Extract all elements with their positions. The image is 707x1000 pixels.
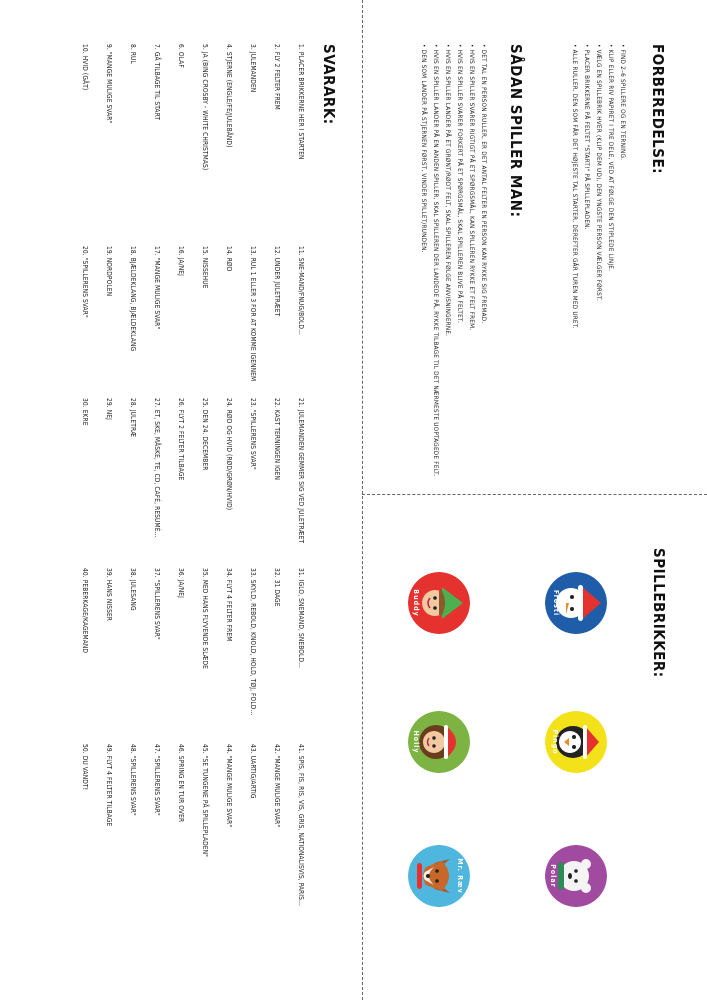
- answer-item: 47. "SPILLERENS SVAR": [153, 744, 161, 816]
- answer-item: 3. JULEMANDEN: [249, 44, 257, 93]
- howto-title: SÅDAN SPILLER MAN:: [507, 44, 525, 218]
- piece-holly[interactable]: [408, 711, 470, 773]
- answer-item: 46. SPRING EN TUR OVER: [177, 744, 185, 823]
- answer-item: 48. "SPILLERENS SVAR": [129, 744, 137, 816]
- list-item: • HVIS EN SPILLER SVARER RIGTIGT PÅ ET SPØRGSMÅL, KAN SPILLEREN RYKKE ET FELT FREM.: [466, 44, 478, 476]
- answer-item: 18. BJÆLDEKLANG, BJÆLDEKLANG: [129, 246, 137, 352]
- piece-name-fox: Mr. Ræv: [456, 858, 464, 894]
- piece-name-frosti: Frosti: [552, 589, 560, 617]
- howto-list-wrap: [418, 44, 490, 476]
- answer-item: 19. NORDPOLEN: [105, 246, 113, 297]
- answer-item: 1. PLACER BRIKKERNE HER I STARTEN: [297, 44, 305, 160]
- answer-item: 24. RØD OG HVID (RØD/GRØN/HVID): [225, 398, 233, 511]
- answer-item: 43. UARTIG/ARTIG: [249, 744, 257, 799]
- answer-item: 9. "MANGE MULIGE SVAR": [105, 44, 113, 124]
- answer-item: 20. "SPILLERENS SVAR": [81, 246, 89, 318]
- girl-icon: [408, 711, 470, 773]
- answer-item: 42. "MANGE MULIGE SVAR": [273, 744, 281, 828]
- answer-item: 7. GÅ TILBAGE TIL START: [153, 44, 161, 121]
- cut-line-vertical: [362, 0, 363, 1000]
- list-item: • HVIS EN SPILLER LANDER PÅ ET GRØNT/RØDT FELT, SKAL SPILLEREN FØLGE ANVISNINGERNE.: [442, 44, 454, 476]
- howto-section: [507, 44, 525, 218]
- snowman-icon: [545, 572, 607, 634]
- list-item: • ALLE RULLER. DEN SOM FÅR DET HØJESTE TAL STARTER, DEREFTER GÅR TUREN MED URET.: [569, 44, 581, 329]
- list-item: • DEN SOM LANDER PÅ STJERNEN FØRST, VINDER SPILLET/RUNDEN.: [418, 44, 430, 476]
- piece-name-polar: Polar: [549, 864, 557, 888]
- howto-list: [418, 44, 490, 476]
- answer-item: 40. PEBERKAGE/KAGEMAND: [81, 568, 89, 654]
- answer-item: 28. JULETRÆ: [129, 398, 137, 438]
- prep-list-wrap: [569, 44, 629, 329]
- piece-pingo[interactable]: [545, 711, 607, 773]
- answer-item: 2. FLY 2 FELTER FREM: [273, 44, 281, 110]
- answer-item: 22. KAST TERNINGEN IGEN: [273, 398, 281, 481]
- answer-item: 29. NEJ: [105, 398, 113, 420]
- answer-item: 37. "SPILLERENS SVAR": [153, 568, 161, 640]
- answer-item: 38. JULESANG: [129, 568, 137, 611]
- answer-item: 25. DEN 24. DECEMBER: [201, 398, 209, 471]
- answer-item: 4. STJERNE (ENGLE/FE/JULEBÅND): [225, 44, 233, 148]
- answer-item: 16. JA/NEJ: [177, 246, 185, 276]
- piece-buddy[interactable]: [408, 572, 470, 634]
- answer-item: 50. DU VANDT!: [81, 744, 89, 791]
- list-item: • KLIP ELLER RIV PAPIRET I TRE DELE, VED AT FØLGE DEN STIPLEDE LINJE.: [605, 44, 617, 329]
- answers-title: SVARARK:: [320, 44, 338, 125]
- prep-section: [649, 44, 667, 174]
- answer-item: 15. NISSEHUE: [201, 246, 209, 289]
- answer-item: 36. JA/NEJ: [177, 568, 185, 598]
- piece-fox[interactable]: [408, 845, 470, 907]
- prep-list: [569, 44, 629, 329]
- answer-item: 31. IGLO, SNEMAND, SNEBOLD...: [297, 568, 305, 669]
- answer-item: 12. UNDER JULETRÆET: [273, 246, 281, 317]
- polar-bear-icon: [545, 845, 607, 907]
- answer-item: 33. SKYLD, REBOLD, KNOLD, HOLD, TØJ, FOLD...: [249, 568, 257, 716]
- answer-item: 8. RUL: [129, 44, 137, 64]
- answer-item: 34. FLYT 4 FELTER FREM: [225, 568, 233, 642]
- list-item: • DET TAL EN PERSON RULLER, ER DET ANTAL FELTER EN PERSON KAN RYKKE SIG FREMAD.: [478, 44, 490, 476]
- penguin-icon: [545, 711, 607, 773]
- answer-item: 32. 31 DAGE: [273, 568, 281, 607]
- answer-item: 45. "SE TUNGENE PÅ SPILLEPLADEN": [201, 744, 209, 857]
- list-item: • PLACER BRIKKERNE PÅ FELTET "START!" PÅ SPILLEPLADEN.: [581, 44, 593, 329]
- elf-icon: [408, 572, 470, 634]
- piece-polar[interactable]: [545, 845, 607, 907]
- list-item: • VÆLG EN SPILLEBRIK HVER (KLIP DEM UD), DEN YNGSTE PERSON VÆLGER FØRST.: [593, 44, 605, 329]
- piece-name-buddy: Buddy: [412, 589, 420, 617]
- answer-item: 21. JULEMANDEN GEMMER SIG VED JULETRÆET: [297, 398, 305, 544]
- pieces-section: [650, 548, 668, 678]
- answer-item: 49. FLYT 4 FELTER TILBAGE: [105, 744, 113, 827]
- answer-item: 11. SNE-MAND/FNUG/BOLD...: [297, 246, 305, 336]
- answer-item: 23. "SPILLERENS SVAR": [249, 398, 257, 470]
- prep-title: FORBEREDELSE:: [649, 44, 667, 175]
- pieces-title: SPILLEBRIKKER:: [650, 548, 668, 678]
- answer-item: 14. RØD: [225, 246, 233, 272]
- answer-item: 27. ET, SKE, MÅSKE, TE, CD, CAFÉ, RESUMÉ...: [153, 398, 161, 538]
- list-item: • HVIS EN SPILLER LANDER PÅ EN ANDEN SPILLER, SKAL SPILLEREN DER LANDEDE PÅ, RYKKE TILBAGE TIL DET NÆRMESTE UOPTAGEDE FELT.: [430, 44, 442, 476]
- piece-name-pingo: Pingo: [551, 729, 559, 755]
- piece-name-holly: Holly: [412, 730, 420, 754]
- answer-item: 10. HVID (GÅT): [81, 44, 89, 91]
- list-item: • FIND 2–6 SPILLERE OG EN TERNING.: [617, 44, 629, 329]
- cut-line-horizontal: [362, 494, 707, 495]
- answers-section: [320, 44, 338, 125]
- answer-item: 41. SPIS, FIS, RIS, VIS, GRIS, NATIONALISVIS, PARIS...: [297, 744, 305, 906]
- answer-item: 13. RUL 1 ELLER 3 FOR AT KOMME IGENNEM: [249, 246, 257, 382]
- answer-item: 30. EKRE: [81, 398, 89, 426]
- answer-item: 35. MED HANS FLYVENDE SLÆDE: [201, 568, 209, 670]
- fox-icon: [408, 845, 470, 907]
- piece-frosti[interactable]: [545, 572, 607, 634]
- answer-item: 44. "MANGE MULIGE SVAR": [225, 744, 233, 828]
- answer-item: 6. OLAF: [177, 44, 185, 68]
- list-item: • HVIS EN SPILLER SVARER FORKERT PÅ ET SPØRGSMÅL, SKAL SPILLEREN BLIVE PÅ FELTET.: [454, 44, 466, 476]
- answer-item: 17. "MANGE MULIGE SVAR": [153, 246, 161, 330]
- answer-item: 39. HANS NISSER: [105, 568, 113, 622]
- answer-item: 5. JA (BING CROSBY - WHITE CHRISTMAS): [201, 44, 209, 171]
- answer-item: 26. FLYT 2 FELTER TILBAGE: [177, 398, 185, 481]
